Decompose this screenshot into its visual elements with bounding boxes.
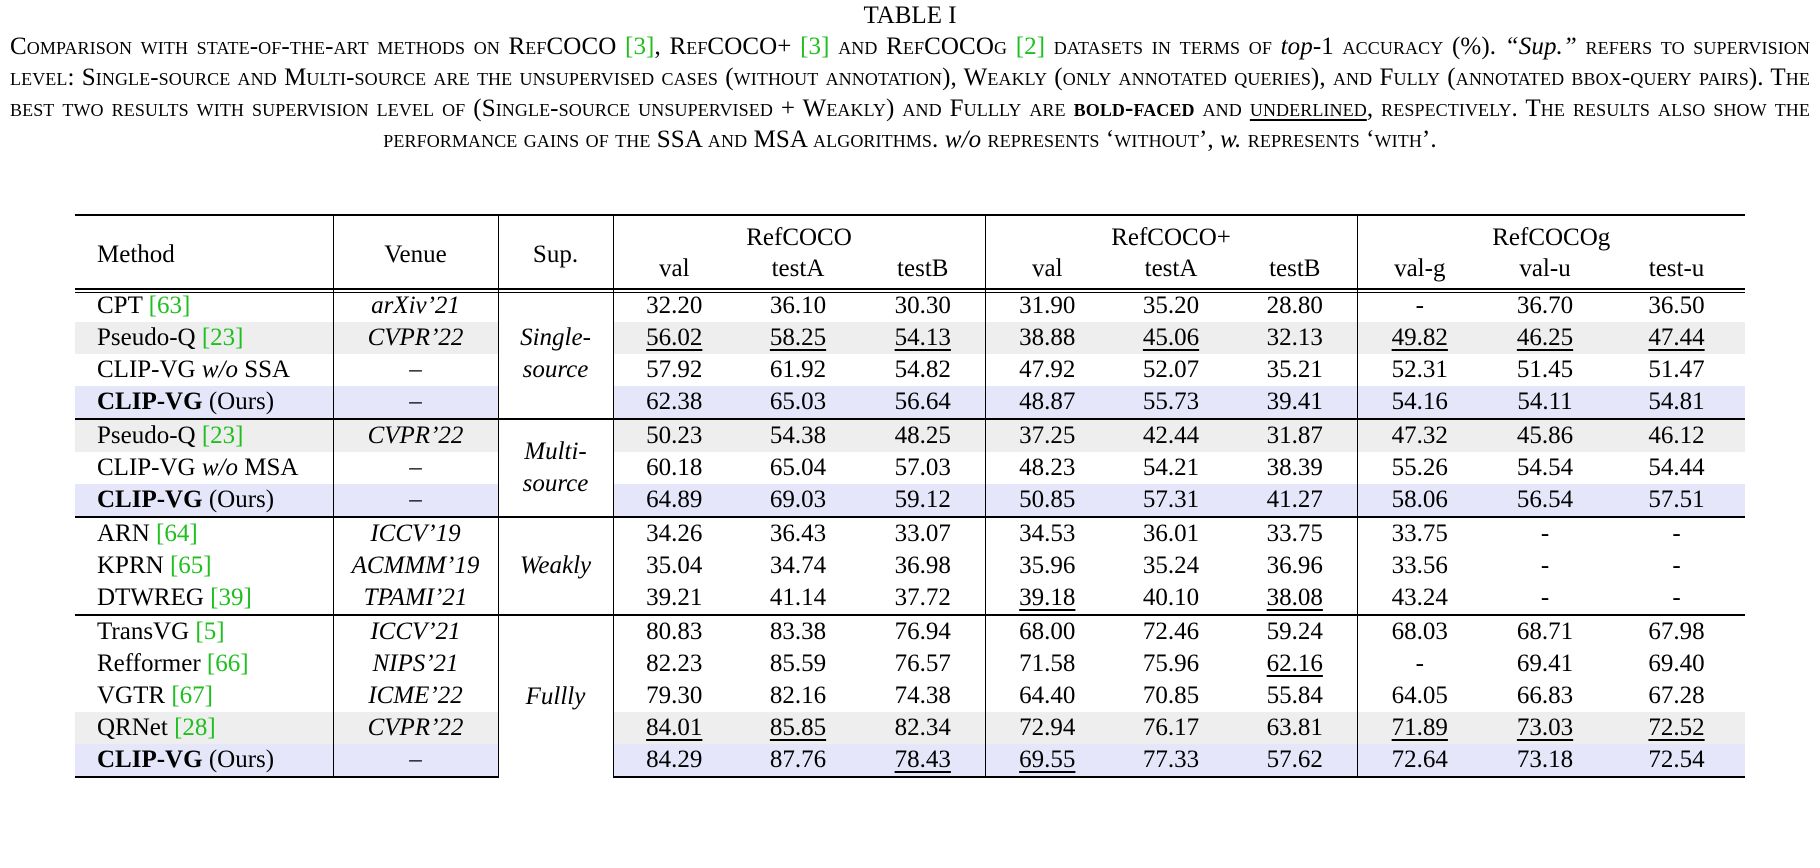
supervision-cell: Multi- source	[498, 419, 613, 517]
value-cell: 71.58	[985, 648, 1109, 680]
table-group	[75, 615, 1745, 777]
venue-cell: ACMMM’19	[333, 550, 498, 582]
value-cell: 54.54	[1516, 454, 1574, 481]
method-name: QRNet	[97, 714, 168, 741]
header-col: val-g	[1357, 253, 1482, 289]
header-col: val	[985, 253, 1109, 289]
method-name: ARN	[97, 520, 150, 547]
venue-cell: arXiv’21	[333, 289, 498, 322]
value-cell: 57.62	[1233, 744, 1357, 777]
value-cell: 39.41	[1233, 386, 1357, 419]
citation-link[interactable]: [5]	[195, 618, 225, 645]
value-cell: 74.38	[894, 682, 951, 709]
value-cell: 35.20	[1109, 289, 1233, 322]
value-cell: 59.12	[861, 484, 985, 517]
value-cell: 60.18	[613, 452, 735, 484]
method-name: Pseudo-Q	[97, 324, 196, 351]
value-cell: 56.64	[861, 386, 985, 419]
method-cell	[75, 452, 333, 484]
value-cell: 82.23	[613, 648, 735, 680]
method-name: VGTR	[97, 682, 166, 709]
value-cell: 72.94	[985, 712, 1109, 744]
value-cell: 77.33	[1109, 744, 1233, 777]
value-cell: 54.11	[1482, 386, 1608, 419]
value-cell: 54.16	[1357, 386, 1482, 419]
citation-link[interactable]: [63]	[148, 292, 191, 319]
value-cell: 54.21	[1142, 454, 1200, 481]
value-cell: 64.89	[613, 484, 735, 517]
value-cell: 84.01	[613, 712, 735, 744]
value-cell: 48.87	[985, 386, 1109, 419]
value-cell: 36.98	[894, 552, 951, 579]
value-cell: 85.59	[769, 650, 827, 677]
venue-cell: CVPR’22	[333, 712, 498, 744]
value-cell: 67.98	[1608, 615, 1745, 648]
value-cell: 57.51	[1608, 484, 1745, 517]
value-cell: 39.21	[613, 582, 735, 615]
value-cell: 33.56	[1357, 550, 1482, 582]
value-cell: 65.03	[735, 386, 861, 419]
value-cell: 36.96	[1266, 552, 1323, 579]
value-cell: 72.52	[1608, 712, 1745, 744]
value-cell: 76.57	[894, 650, 951, 677]
value-cell: -	[1357, 289, 1482, 322]
header-col: val-u	[1482, 253, 1608, 289]
value-cell: -	[1357, 648, 1482, 680]
citation-link[interactable]: [67]	[171, 682, 213, 709]
table-row	[75, 452, 1745, 484]
table-row	[75, 386, 1745, 419]
table-row	[75, 517, 1745, 550]
table-row	[75, 289, 1745, 322]
value-cell: 76.94	[861, 615, 985, 648]
value-cell: 47.32	[1357, 419, 1482, 452]
table-row	[75, 550, 1745, 582]
value-cell: 33.75	[1357, 517, 1482, 550]
venue-cell: ICME’22	[333, 680, 498, 712]
value-cell: 42.44	[1109, 419, 1233, 452]
venue-cell: –	[333, 744, 498, 777]
header-method: Method	[75, 215, 333, 289]
method-modifier: w/o	[201, 454, 238, 481]
citation-link[interactable]: [64]	[156, 520, 198, 547]
venue-cell: –	[333, 484, 498, 517]
method-cell	[75, 354, 333, 386]
value-cell: -	[1672, 552, 1681, 579]
table-group	[75, 289, 1745, 419]
table-label: TABLE I	[863, 2, 957, 29]
value-cell: 73.03	[1482, 712, 1608, 744]
value-cell: 47.92	[985, 354, 1109, 386]
value-cell: 72.46	[1109, 615, 1233, 648]
table-row	[75, 322, 1745, 354]
header-venue: Venue	[333, 215, 498, 289]
header-col: testB	[861, 253, 985, 289]
value-cell: 54.38	[735, 419, 861, 452]
value-cell: 55.73	[1109, 386, 1233, 419]
method-name: KPRN	[97, 552, 164, 579]
value-cell: 33.07	[861, 517, 985, 550]
table-row	[75, 419, 1745, 452]
value-cell: 67.28	[1648, 682, 1705, 709]
venue-cell: –	[333, 452, 498, 484]
citation-link[interactable]: [65]	[169, 552, 212, 579]
method-cell	[75, 615, 333, 648]
venue-cell: CVPR’22	[333, 419, 498, 452]
header-sup: Sup.	[498, 215, 613, 289]
value-cell: 40.10	[1142, 584, 1200, 611]
value-cell: 54.82	[894, 356, 951, 383]
citation-link[interactable]: [23]	[201, 422, 244, 449]
value-cell: 68.71	[1482, 615, 1608, 648]
method-cell	[75, 550, 333, 582]
value-cell: 32.13	[1233, 322, 1357, 354]
value-cell: 82.16	[769, 682, 827, 709]
value-cell: 69.03	[735, 484, 861, 517]
value-cell: 73.18	[1482, 744, 1608, 777]
method-cell	[75, 680, 333, 712]
venue-cell: ICCV’21	[333, 615, 498, 648]
supervision-cell: Fullly	[498, 615, 613, 777]
value-cell: 87.76	[735, 744, 861, 777]
method-name: CLIP-VG	[97, 388, 203, 415]
method-cell	[75, 517, 333, 550]
method-cell	[75, 419, 333, 452]
value-cell: 38.39	[1266, 454, 1323, 481]
method-name: CLIP-VG	[97, 486, 203, 513]
value-cell: 38.08	[1266, 584, 1323, 611]
method-cell	[75, 322, 333, 354]
value-cell: 58.25	[735, 322, 861, 354]
value-cell: -	[1672, 584, 1681, 611]
value-cell: -	[1608, 517, 1745, 550]
value-cell: 46.12	[1608, 419, 1745, 452]
value-cell: 41.27	[1233, 484, 1357, 517]
method-suffix: (Ours)	[202, 388, 275, 415]
supervision-cell: Weakly	[498, 517, 613, 615]
method-cell	[75, 484, 333, 517]
header-group-refcocoplus: RefCOCO+	[985, 215, 1357, 253]
value-cell: 61.92	[769, 356, 827, 383]
value-cell: 72.64	[1357, 744, 1482, 777]
method-suffix: MSA	[237, 454, 299, 481]
value-cell: 48.25	[861, 419, 985, 452]
method-name: Refformer	[97, 650, 201, 677]
value-cell: 72.54	[1608, 744, 1745, 777]
table-row	[75, 582, 1745, 615]
value-cell: 76.17	[1109, 712, 1233, 744]
method-name: Pseudo-Q	[97, 422, 196, 449]
header-col: val	[613, 253, 735, 289]
results-table	[75, 214, 1745, 778]
method-name: CLIP-VG	[97, 746, 203, 773]
value-cell: 31.87	[1233, 419, 1357, 452]
value-cell: 78.43	[861, 744, 985, 777]
value-cell: 48.23	[985, 452, 1109, 484]
value-cell: 68.00	[985, 615, 1109, 648]
citation-link[interactable]: [28]	[174, 714, 216, 741]
value-cell: 45.86	[1482, 419, 1608, 452]
venue-cell: TPAMI’21	[333, 582, 498, 615]
value-cell: 35.24	[1142, 552, 1200, 579]
table-caption: Comparison with state-of-the-art methods on RefCOCO [3], RefCOCO+ [3] and RefCOCOg [2] datasets in terms of top-1 accuracy (%). “Sup.” refers to supervision level: Single-source and Multi-source are the unsupervised cases (without annotation), Weakly (only annotated queries), and Fully (annotated bbox-query pairs). The best two results with supervision level of (Single-source unsupervised + Weakly) and Fullly are bold-faced and underlined, respectively. The results also show the performance gains of the SSA and MSA algorithms. w/o represents ‘without’, w. represents ‘with’.	[10, 33, 1810, 153]
value-cell: 71.89	[1357, 712, 1482, 744]
value-cell: 30.30	[861, 289, 985, 322]
value-cell: 57.03	[894, 454, 951, 481]
value-cell: 82.34	[861, 712, 985, 744]
value-cell: 35.04	[613, 550, 735, 582]
value-cell: 79.30	[613, 680, 735, 712]
value-cell: 52.07	[1142, 356, 1200, 383]
value-cell: 38.88	[985, 322, 1109, 354]
method-name: CPT	[97, 292, 143, 319]
value-cell: 64.05	[1357, 680, 1482, 712]
header-double-rule	[75, 292, 1745, 293]
method-cell	[75, 712, 333, 744]
value-cell: 36.10	[735, 289, 861, 322]
method-suffix: (Ours)	[202, 486, 275, 513]
value-cell: 64.40	[985, 680, 1109, 712]
method-cell	[75, 582, 333, 615]
method-cell	[75, 386, 333, 419]
value-cell: 41.14	[769, 584, 827, 611]
value-cell: 36.43	[735, 517, 861, 550]
value-cell: 47.44	[1608, 322, 1745, 354]
table-row	[75, 615, 1745, 648]
header-col: test-u	[1608, 253, 1745, 289]
table-row	[75, 484, 1745, 517]
value-cell: 56.02	[613, 322, 735, 354]
method-cell	[75, 289, 333, 322]
value-cell: 51.47	[1648, 356, 1705, 383]
venue-cell: –	[333, 386, 498, 419]
value-cell: 54.13	[861, 322, 985, 354]
value-cell: 54.44	[1648, 454, 1705, 481]
value-cell: 50.85	[985, 484, 1109, 517]
value-cell: 58.06	[1357, 484, 1482, 517]
value-cell: 85.85	[735, 712, 861, 744]
value-cell: 84.29	[613, 744, 735, 777]
value-cell: 49.82	[1357, 322, 1482, 354]
method-name: CLIP-VG	[97, 356, 196, 383]
value-cell: 70.85	[1142, 682, 1200, 709]
table-row	[75, 680, 1745, 712]
value-cell: 75.96	[1142, 650, 1200, 677]
value-cell: 69.40	[1648, 650, 1705, 677]
value-cell: 52.31	[1357, 354, 1482, 386]
header-col: testA	[735, 253, 861, 289]
table-row	[75, 354, 1745, 386]
value-cell: 55.84	[1266, 682, 1323, 709]
value-cell: 31.90	[985, 289, 1109, 322]
value-cell: 62.16	[1266, 650, 1323, 677]
value-cell: 36.50	[1608, 289, 1745, 322]
value-cell: 51.45	[1516, 356, 1574, 383]
value-cell: 34.26	[613, 517, 735, 550]
method-name: TransVG	[97, 618, 190, 645]
value-cell: 43.24	[1357, 582, 1482, 615]
value-cell: 36.01	[1109, 517, 1233, 550]
value-cell: 33.75	[1233, 517, 1357, 550]
value-cell: 37.25	[985, 419, 1109, 452]
value-cell: -	[1540, 584, 1550, 611]
value-cell: 46.25	[1482, 322, 1608, 354]
value-cell: 57.31	[1109, 484, 1233, 517]
method-suffix: SSA	[237, 356, 291, 383]
value-cell: 83.38	[735, 615, 861, 648]
value-cell: -	[1482, 517, 1608, 550]
method-suffix: (Ours)	[202, 746, 275, 773]
value-cell: 57.92	[613, 354, 735, 386]
value-cell: 37.72	[894, 584, 951, 611]
method-name: DTWREG	[97, 584, 204, 611]
value-cell: 28.80	[1233, 289, 1357, 322]
value-cell: 56.54	[1482, 484, 1608, 517]
header-group-refcocog: RefCOCOg	[1357, 215, 1745, 253]
value-cell: 32.20	[613, 289, 735, 322]
venue-cell: –	[333, 354, 498, 386]
venue-cell: CVPR’22	[333, 322, 498, 354]
table-row	[75, 744, 1745, 777]
citation-link[interactable]: [39]	[210, 584, 252, 611]
header-col: testA	[1109, 253, 1233, 289]
value-cell: 36.70	[1482, 289, 1608, 322]
value-cell: 69.55	[985, 744, 1109, 777]
table-row	[75, 712, 1745, 744]
value-cell: 59.24	[1233, 615, 1357, 648]
citation-link[interactable]: [66]	[206, 650, 249, 677]
value-cell: 39.18	[985, 582, 1109, 615]
value-cell: 35.96	[985, 550, 1109, 582]
value-cell: 35.21	[1266, 356, 1323, 383]
value-cell: 62.38	[613, 386, 735, 419]
value-cell: 45.06	[1109, 322, 1233, 354]
method-cell	[75, 744, 333, 777]
method-name: CLIP-VG	[97, 454, 196, 481]
table-group	[75, 419, 1745, 517]
table-row	[75, 648, 1745, 680]
value-cell: 34.53	[985, 517, 1109, 550]
value-cell: 50.23	[613, 419, 735, 452]
value-cell: 63.81	[1233, 712, 1357, 744]
value-cell: 66.83	[1516, 682, 1574, 709]
value-cell: 80.83	[613, 615, 735, 648]
supervision-cell: Single- source	[498, 289, 613, 419]
value-cell: 68.03	[1357, 615, 1482, 648]
value-cell: 55.26	[1357, 452, 1482, 484]
value-cell: 54.81	[1608, 386, 1745, 419]
value-cell: 69.41	[1516, 650, 1574, 677]
value-cell: 65.04	[769, 454, 827, 481]
header-group-refcoco: RefCOCO	[613, 215, 985, 253]
value-cell: -	[1540, 552, 1550, 579]
header-col: testB	[1233, 253, 1357, 289]
venue-cell: NIPS’21	[333, 648, 498, 680]
method-modifier: w/o	[201, 356, 238, 383]
venue-cell: ICCV’19	[333, 517, 498, 550]
method-cell	[75, 648, 333, 680]
table-group	[75, 517, 1745, 615]
citation-link[interactable]: [23]	[201, 324, 244, 351]
value-cell: 34.74	[769, 552, 827, 579]
